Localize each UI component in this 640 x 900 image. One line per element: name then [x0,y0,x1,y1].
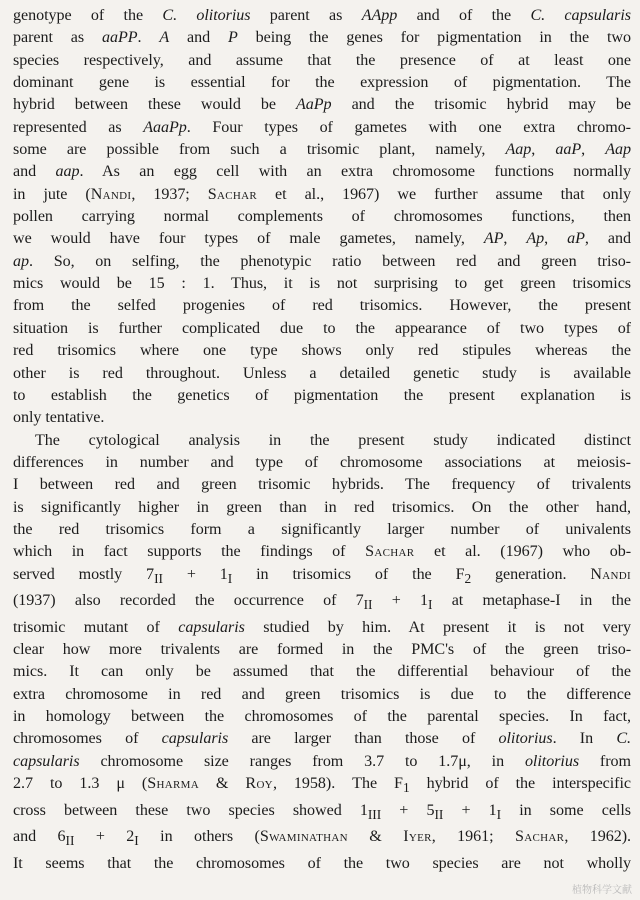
text-line: clear how more trivalents are formed in the PMC's of the green triso- [13,641,631,659]
text-line: 2.7 to 1.3 μ (Sharma & Roy, 1958). The $F_1$ hybrid of the interspecific [13,775,632,796]
text-line: I between red and green trisomic hybrids. The frequency of trivalents [13,476,631,494]
text-line: genotype of the C. olitorius parent as AApp and of the C. capsularis [13,7,631,24]
text-line: (1937) also recorded the occurrence of $7_{II} + 1_I$ at metaphase-I in the [13,592,631,613]
text-line: ap. So, on selfing, the phenotypic ratio between red and green triso- [13,252,631,270]
paragraph-genetic-explanation [13,5,631,430]
watermark: 植物科学文献 [572,885,632,896]
text-line: only tentative. [13,409,105,427]
text-line: some are possible from such a trisomic plant, namely, Aap, aaP, Aap [13,141,632,159]
text-line: other is red throughout. Unless a detailed genetic study is available [13,364,631,382]
text-line: is significantly higher in green than in red trisomics. On the other hand, [13,498,631,516]
text-line: capsularis chromosome size ranges from 3.7 to 1.7μ, in olitorius from [13,752,631,770]
text-line: situation is further complicated due to the appearance of two types of [13,319,631,337]
text-line: from the selfed progenies of red trisomics. However, the present [13,297,631,315]
text-line: in jute (Nandi, 1937; Sachar et al., 1967) we further assume that only [13,185,631,203]
text-line: The cytological analysis in the present study indicated distinct [35,431,631,449]
text-line: parent as aaPP. A and P being the genes for pigmentation in the two [13,29,631,47]
text-line: mics would be 15 : 1. Thus, it is not surprising to get green trisomics [13,275,631,293]
text-line: differences in number and type of chromosome associations at meiosis- [13,453,631,471]
paragraph-cytological-analysis [13,430,631,876]
text-line: cross between these two species showed $1_{III} + 5_{II} + 1_I$ in some cells [13,801,631,822]
text-line: hybrid between these would be AaPp and the trisomic hybrid may be [13,96,632,114]
text-line: extra chromosome in red and green trisomics is due to the difference [13,685,631,703]
text-line: represented as AaaPp. Four types of gametes with one extra chromo- [13,118,631,136]
text-line: served mostly $7_{II} + 1_I$ in trisomics of the $F_2$ generation. Nandi [13,565,631,586]
text-line: and aap. As an egg cell with an extra chromosome functions normally [13,163,632,181]
text-line: dominant gene is essential for the expression of pigmentation. The [13,74,631,92]
text-line: species respectively, and assume that the presence of at least one [13,51,631,69]
text-line: It seems that the chromosomes of the two species are not wholly [13,854,631,872]
text-line: in homology between the chromosomes of the parental species. In fact, [13,708,631,726]
text-line: chromosomes of capsularis are larger than those of olitorius. In C. [13,730,631,748]
text-line: mics. It can only be assumed that the differential behaviour of the [13,663,631,681]
text-line: which in fact supports the findings of Sachar et al. (1967) who ob- [13,543,631,561]
text-line: trisomic mutant of capsularis studied by him. At present it is not very [13,618,631,636]
text-line: the red trisomics form a significantly larger number of univalents [13,520,631,538]
text-line: pollen carrying normal complements of chromosomes functions, then [13,208,631,226]
text-line: and $6_{II} + 2_I$ in others (Swaminathan & Iyer, 1961; Sachar, 1962). [13,828,631,849]
text-line: to establish the genetics of pigmentation the present explanation is [13,386,631,404]
text-line: red trisomics where one type shows only red stipules whereas the [13,342,631,360]
text-line: we would have four types of male gametes, namely, AP, Ap, aP, and [13,230,631,248]
